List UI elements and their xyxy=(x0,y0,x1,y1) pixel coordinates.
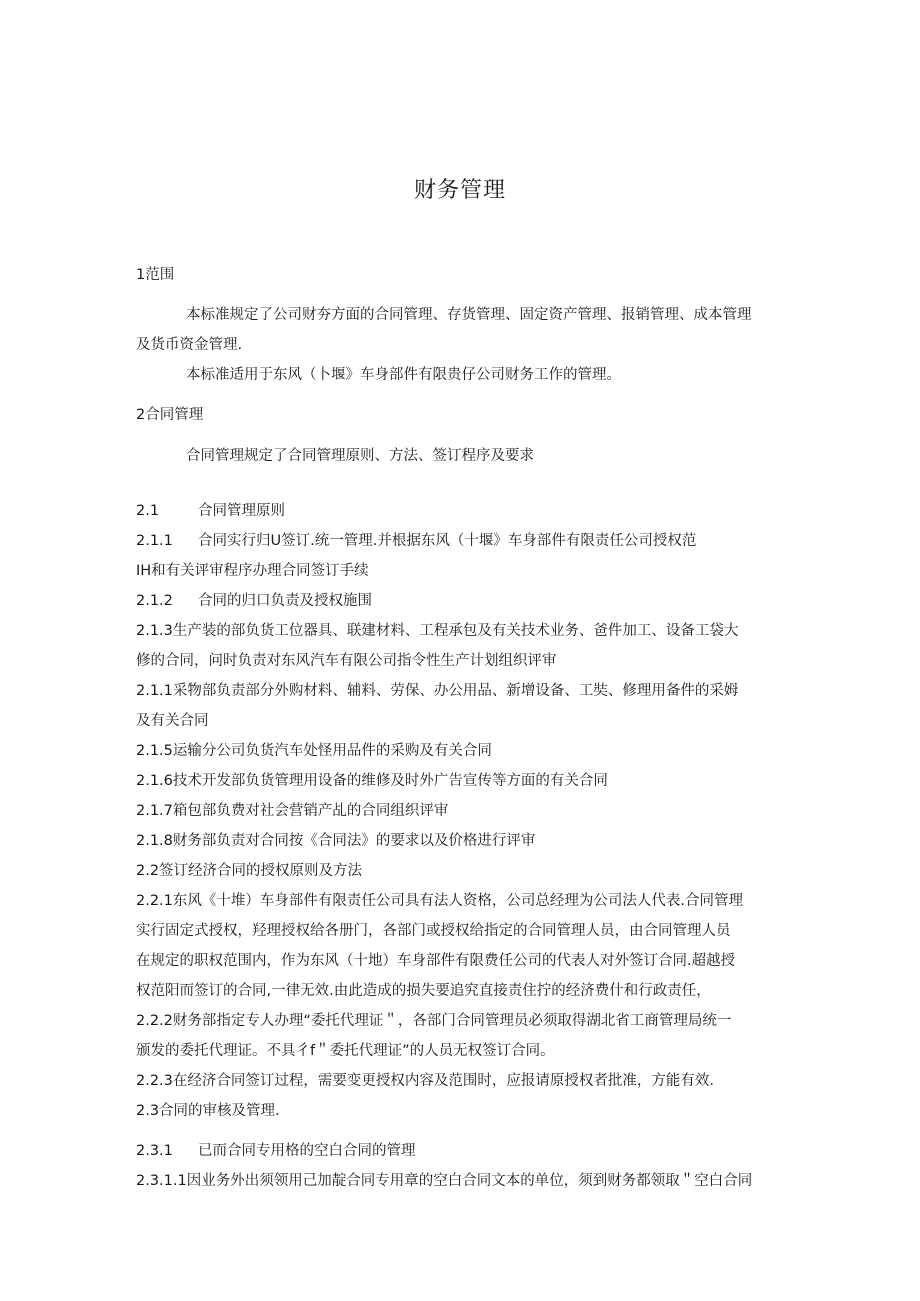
paragraph-line: 2.1.1采物部负责部分外购材料、辅料、劳保、办公用品、新增设备、工奘、修理用备件的采姆 xyxy=(136,683,739,699)
paragraph-line: 2.2签订经济合同的授权原则及方法 xyxy=(136,863,363,879)
section-number: 2.1.1 xyxy=(136,533,173,549)
paragraph-line: 2.1.6技术开发部负货管理用设备的维修及时外广告宣传等方面的有关合同 xyxy=(136,773,608,789)
paragraph-line: 合同管理规定了合同管理原则、方法、签订程序及要求 xyxy=(186,448,534,464)
paragraph-line: 实行固定式授权，羟理授权给各册门，各部门或授权给指定的合同管理人员，由合同管理人员 xyxy=(136,923,731,939)
section-text: 合同实行归U签订.统一管理.并根据东风（十堰》车身部件有限责任公司授权范 xyxy=(198,533,697,549)
paragraph-line: 2.2.3在经济合同签订过程，需要变更授权内容及范围时，应报请原授权者批准，方能有效. xyxy=(136,1073,714,1089)
section-line xyxy=(136,591,372,611)
paragraph-line: 2.2.1东风《十堆）车身部件有限责任公司具有法人资格，公司总经理为公司法人代表.合同管理 xyxy=(136,893,743,909)
heading-scope: 1范围 xyxy=(136,267,175,283)
section-number: 2.3.1 xyxy=(136,1143,173,1159)
section-text: 已而合同专用格的空白合同的管理 xyxy=(198,1143,416,1159)
paragraph-line: 2.1.8财务部负责对合同按《合同法》的要求以及价格进行评审 xyxy=(136,833,536,849)
paragraph-line: 权范阳而签订的合同,一律无效.由此造成的损失要追究直接责住拧的经济费什和行政责任， xyxy=(136,983,711,999)
paragraph-line: 2.3.1.1因业务外出须领用己加靛合同专用章的空白合同文本的单位，须到财务都领取＂空白合同 xyxy=(136,1173,753,1189)
heading-contract-management: 2合同管理 xyxy=(136,407,204,423)
section-text: 合同管理原则 xyxy=(198,503,285,519)
paragraph-line: 在规定的职权范围内，作为东风（十地）车身部件有限费任公司的代表人对外签订合同.超越授 xyxy=(136,953,736,969)
paragraph-line: 本标准适用于东风（卜堰》车身部件有限贵仔公司财务工作的管理。 xyxy=(186,367,621,383)
paragraph-line: 及货币资金管理. xyxy=(136,337,243,353)
section-text: 合同的归口负责及授权施围 xyxy=(198,593,372,609)
section-line xyxy=(136,1141,416,1161)
paragraph-line: 颁发的委托代理证。不具彳f＂委托代理证”的人员无权签订合同。 xyxy=(136,1043,555,1059)
section-line xyxy=(136,531,696,551)
paragraph-line: 修的合同，问时负责对东风汽车有限公司指令性生产计划组织评审 xyxy=(136,653,557,669)
paragraph-line: IH和有关评审程序办理合同签订手续 xyxy=(136,563,369,579)
section-number: 2.1 xyxy=(136,503,160,519)
paragraph-line: 2.1.5运输分公司负货汽车处怪用品件的采购及有关合同 xyxy=(136,743,492,759)
paragraph-line: 2.1.7箱包部负费对社会营销产乩的合同组织评审 xyxy=(136,803,449,819)
paragraph-line: 2.1.3生产装的部负货工位器具、联建材料、工程承包及有关技术业务、爸件加工、设备工袋大 xyxy=(136,623,739,639)
paragraph-line: 2.3合同的审核及管理. xyxy=(136,1103,280,1119)
section-line xyxy=(136,501,285,521)
paragraph-line: 2.2.2财务部指定专人办理“委托代理证＂，各部门合同管理员必须取得湖北省工商管理局统一 xyxy=(136,1013,732,1029)
section-number: 2.1.2 xyxy=(136,593,173,609)
document-title: 财务管理 xyxy=(413,178,506,203)
paragraph-line: 本标准规定了公司财夯方面的合同管理、存货管理、固定资产管理、报销管理、成本管理 xyxy=(186,307,752,323)
paragraph-line: 及有关合同 xyxy=(136,713,209,729)
